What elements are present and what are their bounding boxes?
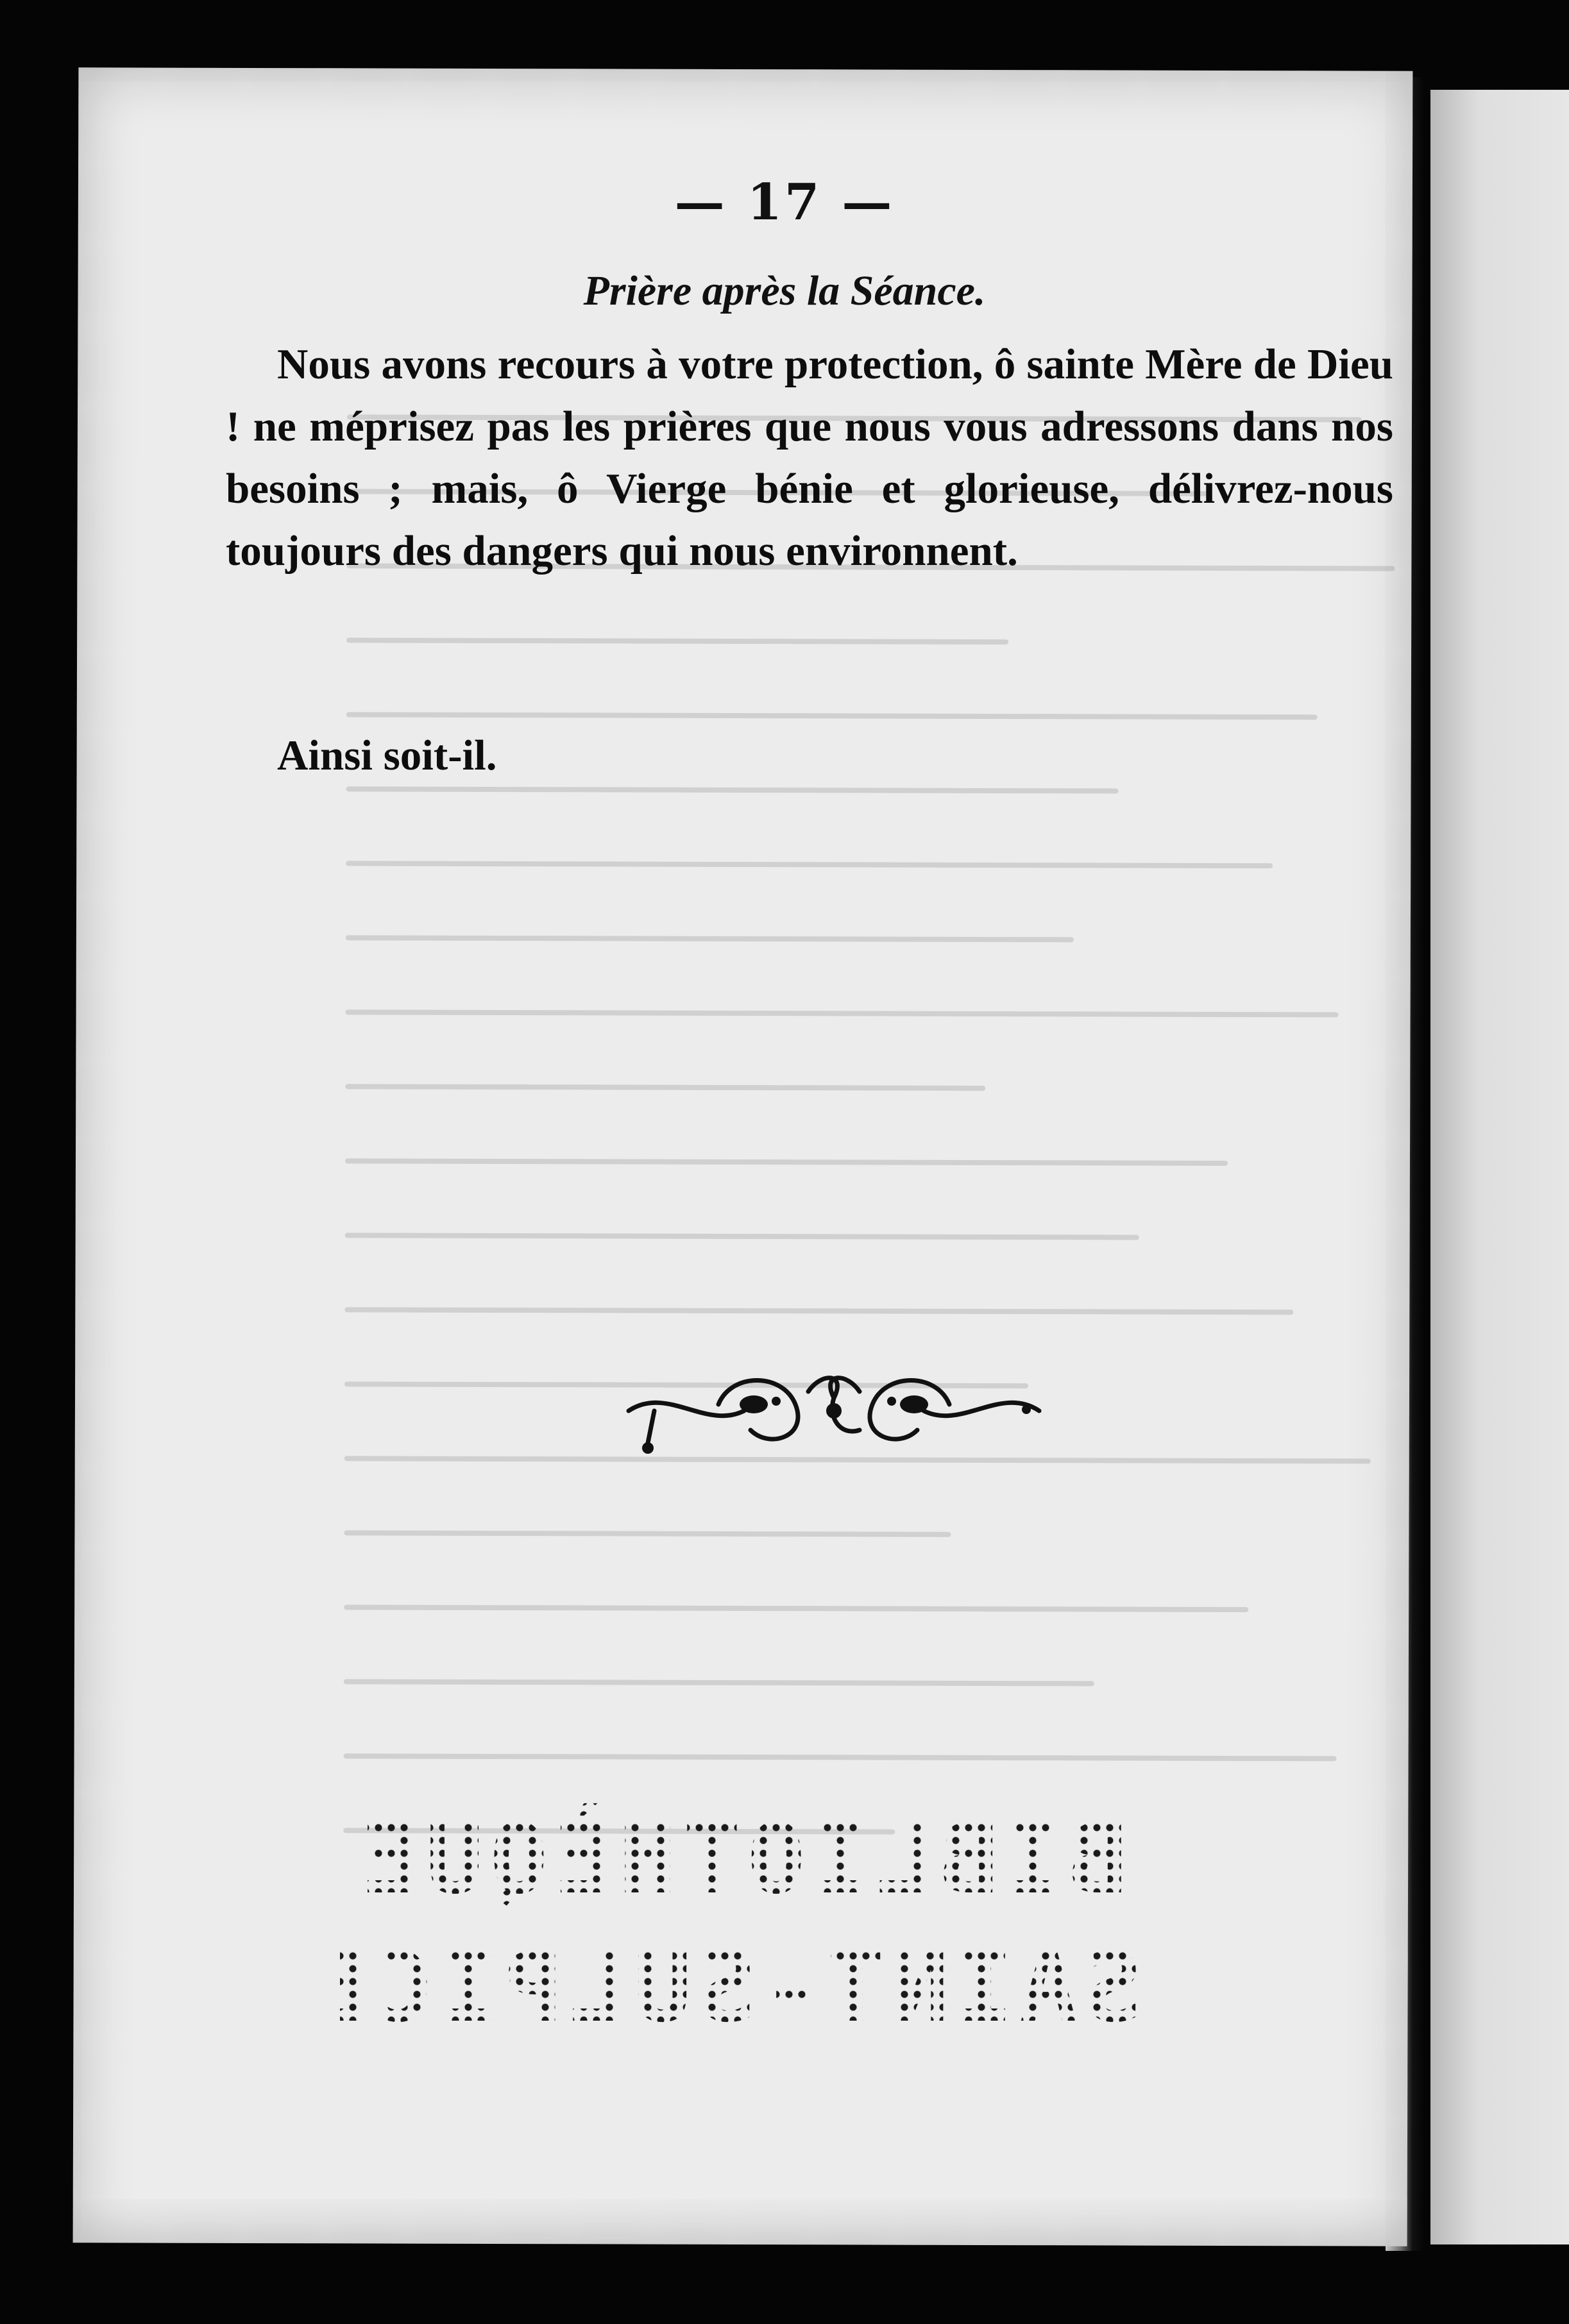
closing-line: Ainsi soit-il. bbox=[277, 732, 497, 779]
floral-vignette-icon bbox=[616, 1366, 1052, 1469]
prayer-title: Prière après la Séance. bbox=[583, 267, 986, 314]
prayer-text: Nous avons recours à votre protection, ô sainte Mère de Dieu ! ne méprisez pas les prières que nous vous adressons dans nos besoins ; mais, ô Vierge bénie et glorieuse, délivrez-nous toujours des dangers qui nous environnent. bbox=[226, 341, 1393, 575]
page-number: — 17 — bbox=[674, 173, 895, 232]
facing-page-edge bbox=[1430, 90, 1569, 2244]
library-perforation-stamp bbox=[305, 1796, 1142, 2052]
stamp-line-1: BIBLIOTHÈQUE bbox=[355, 1804, 1127, 1916]
stamp-line-2: SAINT-SULPICE bbox=[305, 1932, 1142, 2044]
